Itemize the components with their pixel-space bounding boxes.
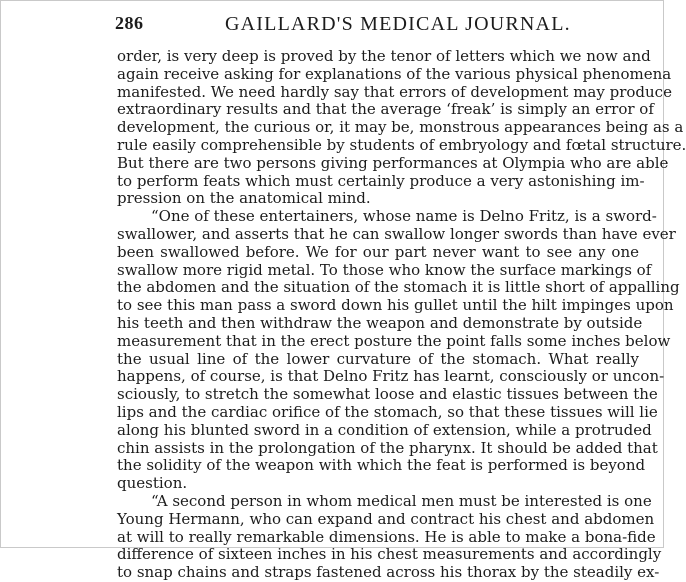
paragraph	[117, 47, 686, 208]
text-line: the abdomen and the situation of the stomach it is little short of appalling	[117, 278, 680, 297]
text-line: at will to really remarkable dimensions. He is able to make a bona-fide	[117, 527, 656, 546]
text-line: happens, of course, is that Delno Fritz has learnt, consciously or uncon-	[117, 367, 665, 386]
text-line: pression on the anatomical mind.	[117, 189, 371, 208]
text-line: the solidity of the weapon with which the feat is performed is beyond	[117, 456, 646, 475]
text-line: “A second person in whom medical men must be interested is one	[151, 491, 652, 510]
text-line: But there are two persons giving performances at Olympia who are able	[117, 153, 669, 172]
text-line: to snap chains and straps fastened across his thorax by the steadily ex-	[117, 563, 660, 582]
text-line: along his blunted sword in a condition of extension, while a protruded	[117, 420, 652, 439]
text-line: question.	[117, 474, 188, 493]
text-line: been swallowed before. We for our part never want to see any one	[117, 242, 639, 261]
text-line: extraordinary results and that the average ‘freak’ is simply an error of	[117, 100, 654, 119]
text-line: rule easily comprehensible by students of embryology and fœtal structure.	[117, 135, 686, 154]
text-line: swallow more rigid metal. To those who know the surface markings of	[117, 260, 652, 279]
text-line: sciously, to stretch the somewhat loose and elastic tissues between the	[117, 385, 658, 404]
running-head: GAILLARD'S MEDICAL JOURNAL.	[225, 13, 571, 35]
text-line: difference of sixteen inches in his chest measurements and accordingly	[117, 545, 662, 564]
text-line: order, is very deep is proved by the tenor of letters which we now and	[117, 47, 651, 65]
text-line: chin assists in the prolongation of the pharynx. It should be added that	[117, 438, 658, 457]
text-line: swallower, and asserts that he can swallow longer swords than have ever	[117, 224, 676, 243]
page-number: 286	[115, 13, 144, 33]
text-line: to see this man pass a sword down his gullet until the hilt impinges upon	[117, 296, 674, 315]
text-line: the usual line of the lower curvature of the stomach. What really	[117, 349, 639, 368]
paragraph	[117, 491, 662, 582]
text-line: “One of these entertainers, whose name is Delno Fritz, is a sword-	[151, 207, 657, 226]
text-line: Young Hermann, who can expand and contract his chest and abdomen	[117, 509, 655, 528]
text-line: his teeth and then withdraw the weapon and demonstrate by outside	[117, 313, 643, 332]
text-line: development, the curious or, it may be, monstrous appearances being as a	[117, 118, 684, 137]
journal-page	[1, 1, 686, 582]
text-line: to perform feats which must certainly produce a very astonishing im-	[117, 171, 645, 190]
text-line: again receive asking for explanations of the various physical phenomena	[117, 64, 672, 83]
paragraph	[117, 207, 680, 493]
text-line: lips and the cardiac orifice of the stomach, so that these tissues will lie	[117, 402, 658, 421]
text-line: manifested. We need hardly say that errors of development may produce	[117, 82, 672, 101]
text-line: measurement that in the erect posture the point falls some inches below	[117, 331, 671, 350]
body-text	[117, 47, 686, 582]
